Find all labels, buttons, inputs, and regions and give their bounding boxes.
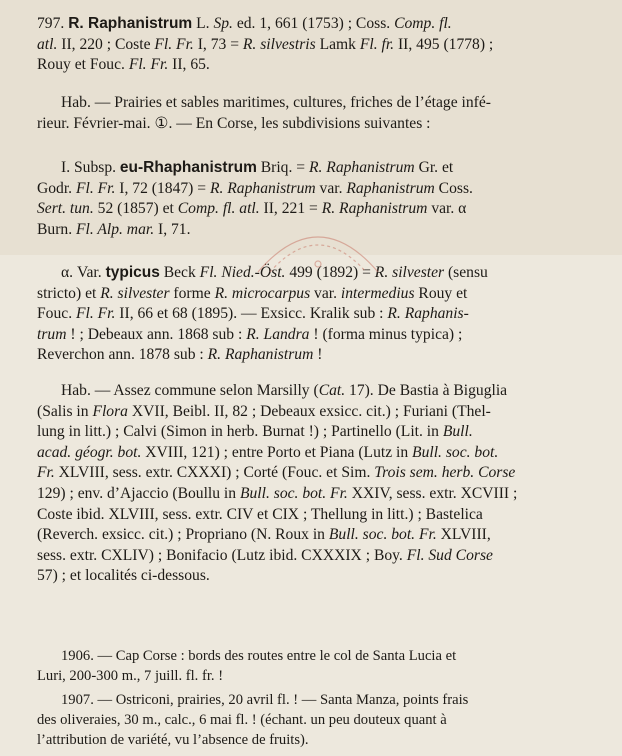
text-line bbox=[37, 730, 604, 750]
text-run: I. Subsp. bbox=[61, 159, 120, 176]
text-run: l’attribution de variété, vu l’absence de fruits). bbox=[37, 732, 309, 748]
text-run: Godr. bbox=[37, 179, 76, 197]
italic-run: R. Raphanistrum bbox=[321, 200, 428, 217]
text-line bbox=[37, 284, 604, 304]
text-run: II, 495 (1778) ; bbox=[394, 35, 494, 53]
text-line bbox=[61, 158, 604, 178]
text-line bbox=[37, 422, 604, 442]
text-line bbox=[37, 484, 604, 504]
italic-run: R. silvestris bbox=[242, 35, 316, 53]
italic-run: Bull. soc. bot. bbox=[412, 443, 499, 461]
text-line bbox=[37, 402, 604, 422]
italic-run: R. Landra bbox=[246, 325, 310, 343]
italic-run: R. microcarpus bbox=[214, 284, 311, 302]
text-run: Coss. bbox=[434, 179, 473, 197]
text-run: XXIV, sess. extr. XCVIII ; bbox=[347, 485, 518, 502]
text-run: sess. extr. CXLIV) ; Bonifacio (Lutz ibid. CXXXIX ; Boy. bbox=[37, 546, 407, 564]
text-run: ! bbox=[313, 346, 323, 364]
text-run: II, 66 et 68 (1895). — Exsicc. Kralik sub : bbox=[115, 305, 388, 323]
text-run: stricto) et bbox=[37, 284, 101, 302]
text-run: Coste ibid. XLVIII, sess. extr. CIV et CIX ; Thellung in litt.) ; Bastelica bbox=[37, 505, 483, 523]
text-run: var. bbox=[310, 284, 341, 302]
text-line bbox=[37, 463, 604, 483]
text-line bbox=[37, 443, 604, 463]
text-run: Burn. bbox=[37, 220, 76, 238]
italic-run: Sp. bbox=[213, 15, 233, 32]
text-line bbox=[37, 114, 604, 134]
text-run: var. bbox=[315, 179, 347, 197]
text-line bbox=[37, 666, 604, 686]
text-run: rieur. Février-mai. ①. — En Corse, les subdivisions suivantes : bbox=[37, 114, 431, 132]
text-run: 52 (1857) et bbox=[93, 200, 178, 217]
text-run: Reverchon ann. 1878 sub : bbox=[37, 346, 208, 364]
text-run: 17). De Bastia à Biguglia bbox=[345, 382, 508, 399]
text-line bbox=[61, 646, 604, 666]
text-run: II, 220 ; Coste bbox=[57, 35, 155, 53]
italic-run: Trois sem. herb. Corse bbox=[374, 464, 516, 482]
text-line bbox=[37, 304, 604, 324]
text-line bbox=[37, 199, 604, 219]
text-run: α. Var. bbox=[61, 264, 106, 281]
text-line bbox=[37, 220, 604, 240]
italic-run: trum bbox=[37, 325, 67, 343]
italic-run: Fl. Fr. bbox=[75, 179, 116, 197]
text-run: Lamk bbox=[315, 35, 360, 53]
italic-run: acad. géogr. bot. bbox=[37, 443, 142, 461]
italic-run: Comp. fl. atl. bbox=[177, 200, 260, 217]
bold-run: typicus bbox=[105, 264, 160, 281]
italic-run: Bull. soc. bot. Fr. bbox=[239, 485, 348, 502]
italic-run: R. Raphanis- bbox=[387, 305, 469, 323]
text-run: Briq. = bbox=[256, 159, 309, 176]
text-run: Rouy et bbox=[414, 284, 468, 302]
italic-run: Cat. bbox=[318, 382, 346, 399]
text-run: (Salis in bbox=[37, 402, 93, 420]
text-run: Luri, 200-300 m., 7 juill. fl. fr. ! bbox=[37, 668, 224, 684]
bold-run: R. Raphanistrum bbox=[68, 15, 193, 32]
text-line bbox=[37, 566, 604, 586]
text-line bbox=[37, 35, 604, 55]
text-run: XVII, Beibl. II, 82 ; Debeaux exsicc. cit.) ; Furiani (Thel- bbox=[127, 402, 491, 420]
text-line bbox=[61, 381, 604, 401]
text-line bbox=[61, 263, 604, 283]
text-run: Rouy et Fouc. bbox=[37, 56, 129, 73]
italic-run: Fl. Fr. bbox=[128, 56, 169, 73]
italic-run: Fl. Fr. bbox=[75, 305, 116, 323]
text-run: 797. bbox=[37, 15, 69, 32]
italic-run: R. Raphanistrum bbox=[207, 346, 314, 364]
text-run: Fouc. bbox=[37, 305, 76, 323]
text-run: (sensu bbox=[444, 264, 488, 281]
italic-run: R. Raphanistrum bbox=[209, 179, 316, 197]
text-line bbox=[37, 14, 604, 34]
text-line bbox=[37, 546, 604, 566]
italic-run: intermedius bbox=[340, 284, 415, 302]
text-run: I, 71. bbox=[154, 220, 191, 238]
text-line bbox=[61, 690, 604, 710]
text-run: ! (forma minus typica) ; bbox=[309, 325, 463, 343]
text-run: II, 221 = bbox=[259, 200, 322, 217]
text-run: XLVIII, bbox=[436, 526, 491, 544]
text-run: ed. 1, 661 (1753) ; Coss. bbox=[232, 15, 395, 32]
italic-run: Sert. tun. bbox=[37, 200, 94, 217]
italic-run: Bull. bbox=[442, 423, 473, 441]
text-run: forme bbox=[169, 284, 215, 302]
italic-run: Raphanistrum bbox=[346, 179, 435, 197]
italic-run: Fl. Nied.-Öst. bbox=[199, 264, 286, 281]
text-line bbox=[37, 325, 604, 345]
italic-run: Fr. bbox=[37, 464, 55, 482]
text-run: Hab. — Prairies et sables maritimes, cultures, friches de l’étage infé- bbox=[61, 94, 491, 111]
text-line bbox=[37, 525, 604, 545]
text-run: 129) ; env. d’Ajaccio (Boullu in bbox=[37, 485, 240, 502]
text-line bbox=[37, 505, 604, 525]
italic-run: Fl. fr. bbox=[359, 35, 395, 53]
italic-run: Flora bbox=[92, 402, 128, 420]
text-run: des oliveraies, 30 m., calc., 6 mai fl. ! (échant. un peu douteux quant à bbox=[37, 712, 447, 728]
bold-run: eu-Rhaphanistrum bbox=[119, 159, 257, 176]
text-run: L. bbox=[192, 15, 214, 32]
text-run: I, 73 = bbox=[193, 35, 243, 53]
text-run: 1907. — Ostriconi, prairies, 20 avril fl. ! — Santa Manza, points frais bbox=[61, 692, 469, 708]
text-run: (Reverch. exsicc. cit.) ; Propriano (N. Roux in bbox=[37, 526, 329, 544]
italic-run: R. Raphanistrum bbox=[308, 159, 415, 176]
italic-run: Comp. fl. bbox=[394, 15, 452, 32]
italic-run: R. silvester bbox=[100, 284, 170, 302]
text-line bbox=[37, 345, 604, 365]
text-run: 57) ; et localités ci-dessous. bbox=[37, 567, 210, 585]
text-line bbox=[37, 179, 604, 199]
italic-run: R. silvester bbox=[374, 264, 445, 281]
text-run: I, 72 (1847) = bbox=[115, 179, 210, 197]
text-run: var. α bbox=[427, 200, 467, 217]
text-line bbox=[61, 93, 604, 113]
text-run: Gr. et bbox=[414, 159, 454, 176]
text-run: Beck bbox=[159, 264, 200, 281]
text-run: ! ; Debeaux ann. 1868 sub : bbox=[66, 325, 247, 343]
italic-run: Fl. Alp. mar. bbox=[75, 220, 155, 238]
text-run: II, 65. bbox=[168, 56, 210, 73]
italic-run: atl. bbox=[37, 35, 58, 53]
text-run: lung in litt.) ; Calvi (Simon in herb. Burnat !) ; Partinello (Lit. in bbox=[37, 423, 443, 441]
text-run: 1906. — Cap Corse : bords des routes entre le col de Santa Lucia et bbox=[61, 648, 457, 664]
text-line bbox=[37, 55, 604, 75]
italic-run: Fl. Sud Corse bbox=[406, 546, 493, 564]
italic-run: Fl. Fr. bbox=[154, 35, 194, 53]
text-run: 499 (1892) = bbox=[285, 264, 375, 281]
italic-run: Bull. soc. bot. Fr. bbox=[328, 526, 437, 544]
text-line bbox=[37, 710, 604, 730]
text-run: Hab. — Assez commune selon Marsilly ( bbox=[61, 382, 319, 399]
text-run: XLVIII, sess. extr. CXXXI) ; Corté (Fouc. et Sim. bbox=[54, 464, 375, 482]
text-run: XVIII, 121) ; entre Porto et Piana (Lutz in bbox=[141, 443, 413, 461]
